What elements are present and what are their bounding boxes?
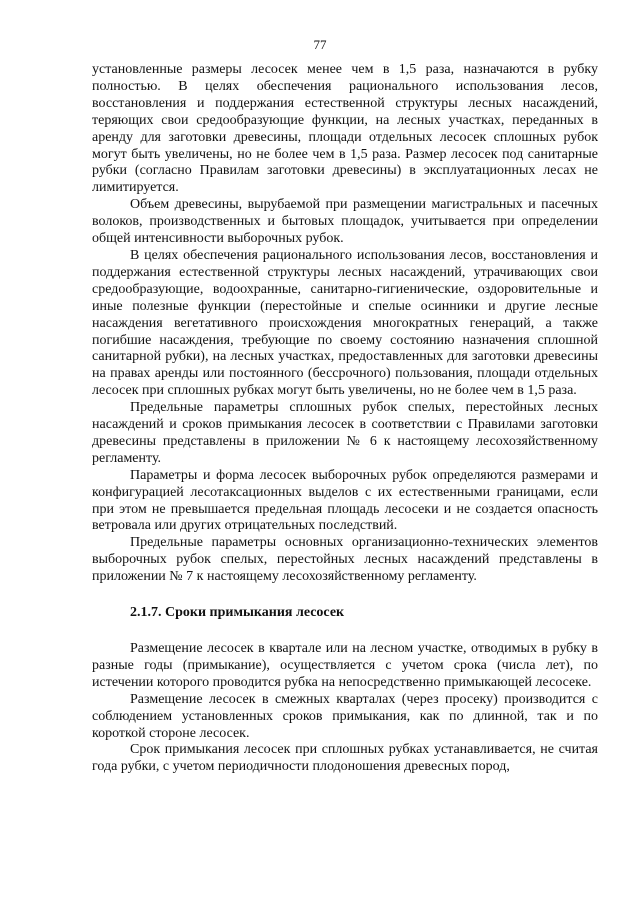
paragraph: Предельные параметры сплошных рубок спелых, перестойных лесных насаждений и сроков примыкания лесосек в соответствии с Правилами заготовки древесины представлены в приложении № 6 к настоящему лесохозяйственному регламенту. (92, 400, 598, 466)
paragraph: Размещение лесосек в квартале или на лесном участке, отводимых в рубку в разные годы (примыкание), осуществляется с учетом срока (числа лет), по истечении которого проводится рубка на непосредственно примыкающей лесосеке. (92, 641, 598, 690)
paragraph: Срок примыкания лесосек при сплошных рубках устанавливается, не считая года рубки, с учетом периодичности плодоношения древесных пород, (92, 742, 598, 775)
section-heading: 2.1.7. Сроки примыкания лесосек (130, 605, 345, 621)
paragraph: В целях обеспечения рационального использования лесов, восстановления и поддержания естественной структуры лесных насаждений, утрачивающих свои средообразующие, водоохранные, санитарно-гигиенические, оздоровительные и иные полезные функции (перестойные и спелые осинники и другие лесные насаждения вегетативного происхождения многократных генераций, а также погибшие насаждения, требующие по своему состоянию назначения сплошной санитарной рубки), на лесных участках, предоставленных для заготовки древесины на правах аренды или постоянного (бессрочного) пользования, площади отдельных лесосек при сплошных рубках могут быть увеличены, но не более чем в 1,5 раза. (92, 247, 598, 399)
paragraphs-before-heading (92, 62, 598, 586)
paragraph: установленные размеры лесосек менее чем в 1,5 раза, назначаются в рубку полностью. В целях обеспечения рационального использования лесов, восстановления и поддержания естественной структуры лесных насаждений, теряющих свои средообразующие функции, на лесных участках, переданных в аренду для заготовки древесины, площади отдельных лесосек сплошных рубок могут быть увеличены, но не более чем в 1,5 раза. Размер лесосек под санитарные рубки (согласно Правилам заготовки древесины) в эксплуатационных лесах не лимитируется. (92, 62, 598, 196)
paragraphs-after-heading (92, 641, 598, 776)
paragraph: Размещение лесосек в смежных кварталах (через просеку) производится с соблюдением установленных сроков примыкания, как по длинной, так и по короткой стороне лесосек. (92, 691, 598, 741)
paragraph: Параметры и форма лесосек выборочных рубок определяются размерами и конфигурацией лесотаксационных выделов с их естественными границами, если при этом не превышается предельная площадь лесосеки и не создается опасность ветровала или других отрицательных последствий. (92, 467, 598, 534)
document-body (92, 62, 598, 776)
paragraph: Объем древесины, вырубаемой при размещении магистральных и пасечных волоков, производственных и бытовых площадок, учитывается при определении общей интенсивности выборочных рубок. (92, 197, 598, 247)
page-number: 77 (313, 37, 327, 52)
paragraph: Предельные параметры основных организационно-технических элементов выборочных рубок спелых, перестойных лесных насаждений представлены в приложении № 7 к настоящему лесохозяйственному регламенту. (92, 535, 598, 585)
